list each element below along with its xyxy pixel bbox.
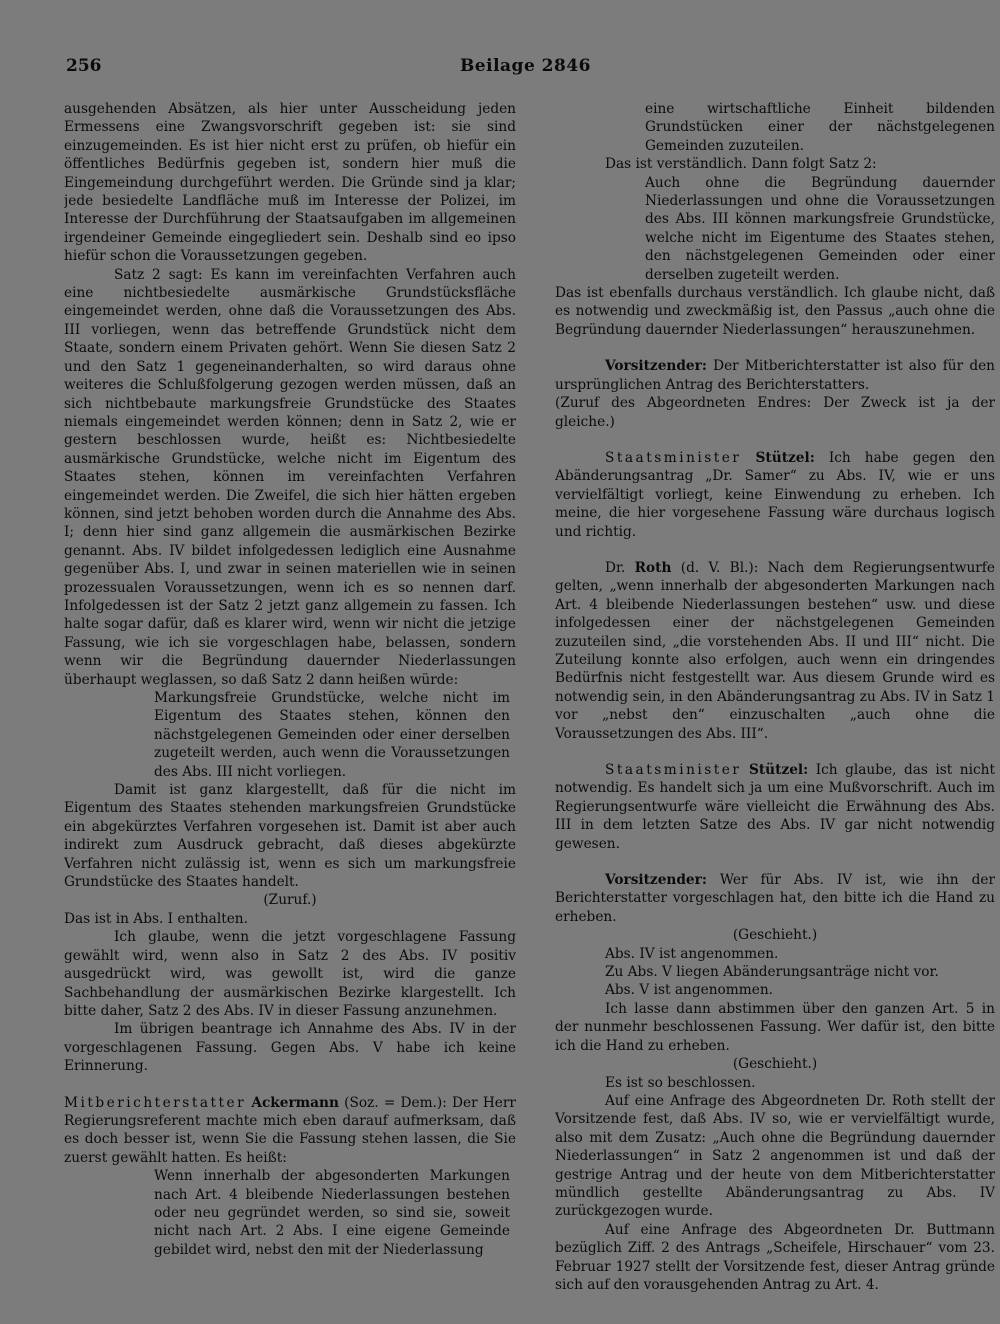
paragraph: Zu Abs. V liegen Abänderungsanträge nicht vor. (605, 964, 939, 981)
page-header (66, 56, 591, 82)
speaker-paragraph (555, 559, 995, 743)
paragraph: Das ist in Abs. I enthalten. (64, 910, 248, 927)
speaker-name: Stützel: (755, 449, 815, 466)
speaker-paragraph (555, 761, 995, 853)
speaker-text: Nach dem Regierungsentwurfe gelten, „wenn innerhalb der abgesonderten Markungen nach Art. 4 bleibende Niederlassungen bestehen“ usw. und diese infolgedessen einer der nächstgelegenen Gemeinden zuzuteilen sind, „die vorstehenden Abs. II und III“ nicht. Die Zuteilung konnte also erfolgen, auch wenn ein dringendes Bedürfnis nicht festgestellt war. Aus diesem Grunde wird es notwendig sein, in den Abänderungsantrag zu Abs. IV in Satz 1 vor „nebst den“ einzuschalten „auch ohne die Voraussetzungen des Abs. III“. (555, 559, 995, 742)
quotation: eine wirtschaftliche Einheit bildenden Grundstücken einer der nächstgelegenen Gemeinden zuzuteilen. (645, 101, 995, 154)
speaker-role: Mitberichterstatter (64, 1094, 247, 1111)
paragraph: Satz 2 sagt: Es kann im vereinfachten Verfahren auch eine nichtbesiedelte ausmärkische Grundstücksfläche eingemeindet werden, ohne daß die Voraussetzungen des Abs. III vorliegen, wenn das betreffende Grundstück nicht dem Staate, sondern einem Privaten gehört. Wenn Sie diesen Satz 2 und den Satz 1 gegeneinanderhalten, so wird daraus ohne weiteres die Schlußfolgerung gezogen werden müssen, daß an sich nichtbebaute markungsfreie Grundstücke des Staates niemals eingemeindet werden können; denn in Satz 2, wie er gestern beschlossen wurde, heißt es: Nichtbesiedelte ausmärkische Grundstücke, welche nicht im Eigentum des Staates stehen, können im vereinfachten Verfahren eingemeindet werden. Die Zweifel, die sich hier hätten ergeben können, sind jetzt behoben worden durch die Annahme des Abs. I; denn hier sind ganz allgemein die ausmärkischen Bezirke genannt. Abs. IV bildet infolgedessen lediglich eine Ausnahme gegenüber Abs. I, und zwar in seinen materiellen wie in seinen prozessualen Voraussetzungen, wenn ich es so nennen darf. Infolgedessen ist der Satz 2 jetzt ganz allgemein zu fassen. Ich halte sogar dafür, daß es klarer wird, wenn wir nicht die jetzige Fassung, wie ich sie vorgeschlagen habe, belassen, sondern wenn wir die Begründung dauernder Niederlassungen überhaupt weglassen, so daß Satz 2 dann heißen würde: (64, 266, 516, 688)
speaker-paragraph (555, 871, 995, 926)
quotation: Auch ohne die Begründung dauernder Niederlassungen und ohne die Voraussetzungen des Abs. III können markungsfreie Grundstücke, welche nicht im Eigentume des Staates stehen, den nächstgelegenen Gemeinden oder einer derselben zugeteilt werden. (645, 174, 995, 283)
paragraph: Abs. V ist angenommen. (605, 982, 773, 999)
paragraph: Im übrigen beantrage ich Annahme des Abs. IV in der vorgeschlagenen Fassung. Gegen Abs. V habe ich keine Erinnerung. (64, 1021, 516, 1075)
speaker-paragraph (555, 357, 995, 394)
speaker-text: Ich habe gegen den Abänderungsantrag „Dr. Samer“ zu Abs. IV, wie er uns vervielfältigt vorliegt, keine Einwendung zu erheben. Ich meine, die hier vorgesehene Fassung wäre durchaus logisch und richtig. (555, 449, 995, 540)
interjection: (Zuruf des Abgeordneten Endres: Der Zweck ist ja der gleiche.) (555, 395, 995, 430)
paragraph: Ich glaube, wenn die jetzt vorgeschlagene Fassung gewählt wird, wenn also in Satz 2 des Abs. IV positiv ausgedrückt wird, was gewollt ist, wird die ganze Sachbehandlung der ausmärkischen Bezirke klargestellt. Ich bitte daher, Satz 2 des Abs. IV in dieser Fassung anzunehmen. (64, 929, 516, 1019)
paragraph: Damit ist ganz klargestellt, daß für die nicht im Eigentum des Staates stehenden markungsfreien Grundstücke ein abgekürztes Verfahren vorgesehen ist. Damit ist aber auch indirekt zum Ausdruck gebracht, daß dieses abgekürzte Verfahren nicht zulässig ist, wenn es sich um markungsfreie Grundstücke des Staates handelt. (64, 782, 516, 891)
quotation: Wenn innerhalb der abgesonderten Markungen nach Art. 4 bleibende Niederlassungen bestehen oder neu gegründet werden, so sind sie, soweit nicht nach Art. 2 Abs. I eine eigene Gemeinde gebildet wird, nebst den mit der Niederlassung (154, 1168, 510, 1258)
page-number: 256 (66, 56, 102, 76)
paragraph: Auf eine Anfrage des Abgeordneten Dr. Roth stellt der Vorsitzende fest, daß Abs. IV so, wie er vervielfältigt wurde, also mit dem Zusatz: „Auch ohne die Begründung dauernder Niederlassungen“ in Satz 2 angenommen ist und daß der gestrige Antrag und der heute von dem Mitberichterstatter mündlich gestellte Abänderungsantrag zu Abs. IV zurückgezogen wurde. (555, 1092, 995, 1220)
speaker-role: Dr. (605, 559, 626, 576)
quotation: Markungsfreie Grundstücke, welche nicht im Eigentum des Staates stehen, können den nächstgelegenen Gemeinden oder einer derselben zugeteilt werden, auch wenn die Voraussetzungen des Abs. III nicht vorliegen. (154, 690, 510, 780)
speaker-name: Roth (634, 559, 672, 576)
speaker-role: Staatsminister (605, 449, 742, 466)
speaker-text: Der Herr Regierungsreferent machte mich eben darauf aufmerksam, daß es doch besser ist, wenn Sie die Fassung stehen lassen, die Sie zuerst gewählt hatten. Es heißt: (64, 1094, 516, 1166)
right-column (555, 100, 995, 1310)
speaker-paragraph (555, 449, 995, 541)
paragraph: Das ist verständlich. Dann folgt Satz 2: (605, 156, 877, 173)
speaker-text: Ich glaube, das ist nicht notwendig. Es handelt sich ja um eine Mußvorschrift. Auch im Regierungsentwurfe wäre vielleicht die Erwähnung des Abs. III in dem letzten Satze des Abs. IV gar nicht notwendig gewesen. (555, 762, 995, 852)
speaker-paragraph (64, 1094, 516, 1168)
interjection: (Geschieht.) (732, 927, 818, 944)
speaker-party: (d. V. Bl.): (680, 559, 759, 576)
speaker-text: Wer für Abs. IV ist, wie ihn der Berichterstatter vorgeschlagen hat, den bitte ich die Hand zu erheben. (555, 872, 995, 925)
speaker-role: Staatsminister (605, 762, 742, 778)
left-column (64, 100, 516, 1310)
speaker-role: Vorsitzender: (605, 872, 707, 889)
paragraph: Abs. IV ist angenommen. (605, 945, 779, 962)
paragraph: Es ist so beschlossen. (605, 1074, 756, 1091)
speaker-role: Vorsitzender: (605, 358, 707, 375)
paragraph: Das ist ebenfalls durchaus verständlich. Ich glaube nicht, daß es notwendig und zweckmäßig ist, den Passus „auch ohne die Begründung dauernder Niederlassungen“ herauszunehmen. (555, 285, 995, 338)
paragraph: Ich lasse dann abstimmen über den ganzen Art. 5 in der nunmehr beschlossenen Fassung. Wer dafür ist, den bitte ich die Hand zu erheben. (555, 1000, 995, 1054)
speaker-text: Der Mitberichterstatter ist also für den ursprünglichen Antrag des Berichterstatters. (555, 358, 995, 393)
speaker-name: Ackermann (251, 1094, 339, 1111)
interjection: (Zuruf.) (263, 892, 317, 909)
speaker-party: (Soz. = Dem.): (344, 1094, 447, 1111)
speaker-name: Stützel: (748, 762, 809, 778)
paragraph: Auf eine Anfrage des Abgeordneten Dr. Buttmann bezüglich Ziff. 2 des Antrags „Scheifele, Hirschauer“ vom 23. Februar 1927 stellt der Vorsitzende fest, dieser Antrag gründe sich auf den vorausgehenden Antrag zu Art. 4. (555, 1221, 995, 1293)
interjection: (Geschieht.) (732, 1056, 818, 1073)
paragraph: ausgehenden Absätzen, als hier unter Ausscheidung jeden Ermessens eine Zwangsvorschrift gegeben ist: sie sind einzugemeinden. Es ist hier nicht erst zu prüfen, ob hiefür ein öffentliches Bedürfnis gegeben ist, sondern hier muß die Eingemeindung durchgeführt werden. Die Gründe sind ja klar; jede besiedelte Landfläche muß im Interesse der Polizei, im Interesse der Durchführung der Staatsaufgaben im allgemeinen irgendeiner Gemeinde eingegliedert sein. Deshalb sind eo ipso hiefür schon die Voraussetzungen gegeben. (64, 101, 516, 265)
page-title: Beilage 2846 (459, 56, 591, 76)
